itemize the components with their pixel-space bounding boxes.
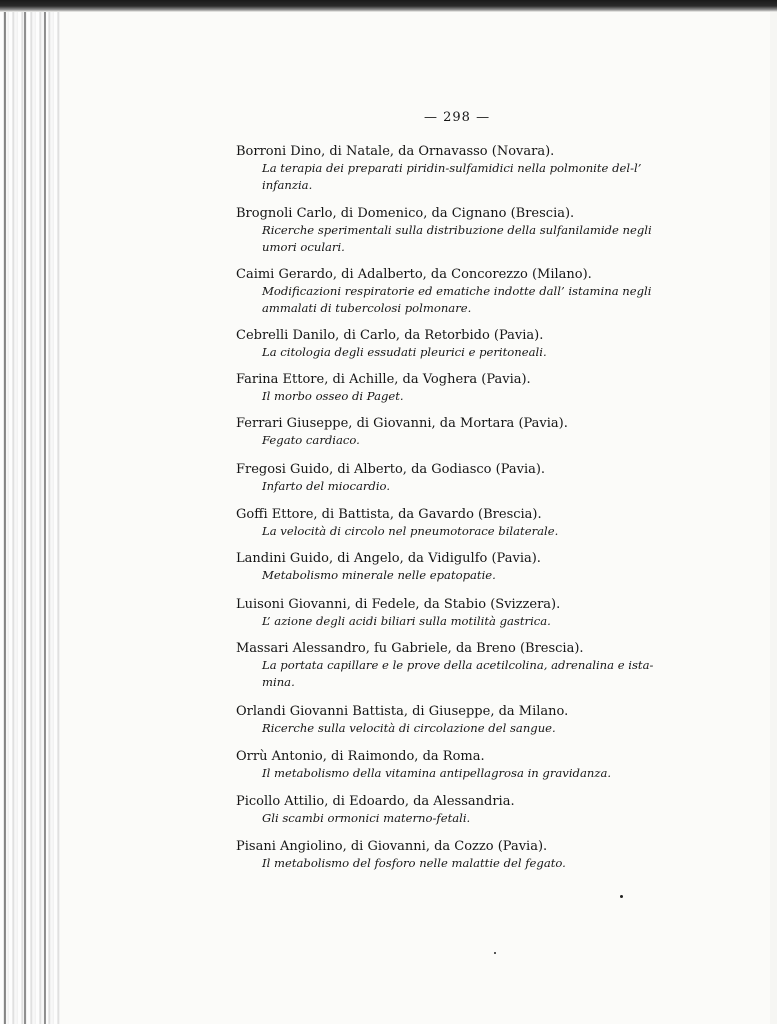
list-item <box>236 640 666 691</box>
print-speck <box>494 952 496 954</box>
list-item <box>236 327 666 361</box>
thesis-title: La velocità di circolo nel pneumotorace bilaterale. <box>262 524 559 538</box>
author-line: Luisoni Giovanni, di Fedele, da Stabio (Svizzera). <box>236 597 561 612</box>
list-item <box>236 748 666 782</box>
thesis-title: La citologia degli essudati pleurici e peritoneali. <box>262 345 547 359</box>
thesis-title: Gli scambi ormonici materno-fetali. <box>262 811 471 825</box>
author-line: Orlandi Giovanni Battista, di Giuseppe, da Milano. <box>236 704 569 719</box>
thesis-title: Il metabolismo del fosforo nelle malattie del fegato. <box>262 856 566 870</box>
list-item <box>236 838 666 872</box>
author-line: Brognoli Carlo, di Domenico, da Cignano (Brescia). <box>236 206 575 221</box>
thesis-title: Modificazioni respiratorie ed ematiche indotte dall’ istamina negli ammalati di tubercolosi polmonare. <box>262 284 652 315</box>
list-item <box>236 550 666 584</box>
thesis-title: La portata capillare e le prove della acetilcolina, adrenalina e ista-mina. <box>262 658 654 689</box>
binding-line <box>44 0 46 1024</box>
list-item <box>236 506 666 540</box>
thesis-title: La terapia dei preparati piridin-sulfamidici nella polmonite del-l’ infanzia. <box>262 161 642 192</box>
print-speck <box>620 895 623 898</box>
thesis-title: Infarto del miocardio. <box>262 479 391 493</box>
list-item <box>236 205 666 256</box>
thesis-title: Il morbo osseo di Paget. <box>262 389 404 403</box>
thesis-title: L’ azione degli acidi biliari sulla motilità gastrica. <box>262 614 551 628</box>
thesis-title: Fegato cardiaco. <box>262 433 360 447</box>
author-line: Fregosi Guido, di Alberto, da Godiasco (Pavia). <box>236 462 546 477</box>
author-line: Ferrari Giuseppe, di Giovanni, da Mortara (Pavia). <box>236 416 568 431</box>
author-line: Caimi Gerardo, di Adalberto, da Concorezzo (Milano). <box>236 267 592 282</box>
list-item <box>236 415 666 449</box>
thesis-title: Ricerche sperimentali sulla distribuzione della sulfanilamide negli umori oculari. <box>262 223 652 254</box>
binding-line <box>24 0 26 1024</box>
author-line: Picollo Attilio, di Edoardo, da Alessandria. <box>236 794 515 809</box>
list-item <box>236 461 666 495</box>
author-line: Borroni Dino, di Natale, da Ornavasso (Novara). <box>236 144 555 159</box>
list-item <box>236 143 666 194</box>
author-line: Massari Alessandro, fu Gabriele, da Breno (Brescia). <box>236 641 584 656</box>
binding-line <box>4 0 6 1024</box>
thesis-title: Ricerche sulla velocità di circolazione del sangue. <box>262 721 556 735</box>
list-item <box>236 266 666 317</box>
author-line: Pisani Angiolino, di Giovanni, da Cozzo (Pavia). <box>236 839 548 854</box>
author-line: Goffi Ettore, di Battista, da Gavardo (Brescia). <box>236 507 542 522</box>
thesis-title: Metabolismo minerale nelle epatopatie. <box>262 568 496 582</box>
thesis-title: Il metabolismo della vitamina antipellagrosa in gravidanza. <box>262 766 612 780</box>
book-binding-edge <box>0 0 60 1024</box>
page-top-edge <box>0 0 777 12</box>
list-item <box>236 596 666 630</box>
author-line: Cebrelli Danilo, di Carlo, da Retorbido (Pavia). <box>236 328 544 343</box>
list-item <box>236 371 666 405</box>
author-line: Farina Ettore, di Achille, da Voghera (Pavia). <box>236 372 531 387</box>
list-item <box>236 793 666 827</box>
list-item <box>236 703 666 737</box>
author-line: Landini Guido, di Angelo, da Vidigulfo (Pavia). <box>236 551 541 566</box>
author-line: Orrù Antonio, di Raimondo, da Roma. <box>236 749 485 764</box>
page-number: — 298 — <box>424 110 491 125</box>
